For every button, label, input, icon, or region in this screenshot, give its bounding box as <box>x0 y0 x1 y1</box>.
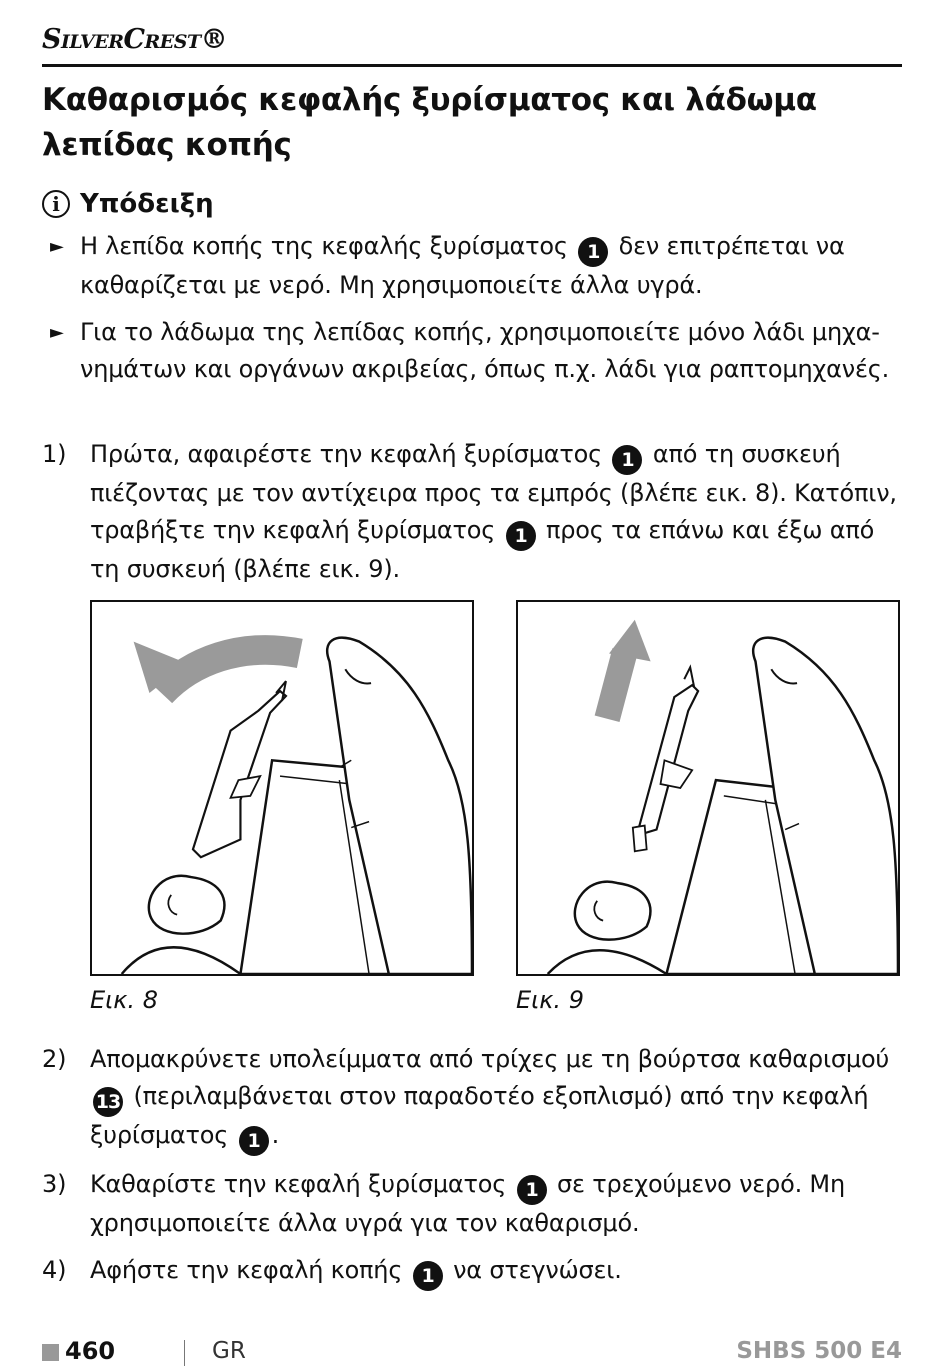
step-number: 3) <box>42 1170 67 1198</box>
brand-logo: SilverCrest® <box>42 24 228 55</box>
note-bullets <box>42 228 902 388</box>
info-icon: i <box>42 190 70 218</box>
step-number: 2) <box>42 1045 67 1073</box>
step-item: 1) Πρώτα, αφαιρέστε την κεφαλή ξυρίσματος 1 από τη συσκευή πιέζοντας με τον αντίχειρα προς τα εμπρός (βλέπε εικ. 8). Κατόπιν, τραβήξτε την κεφαλή ξυρίσματος 1 προς τα επάνω και έξω από τη συσκευή (βλέπε εικ. 9). <box>42 436 902 588</box>
figure-9-caption: Εικ. 9 <box>516 986 584 1014</box>
page-number: 460 <box>65 1337 116 1365</box>
part-ref-badge: 13 <box>93 1087 123 1117</box>
part-ref-badge: 1 <box>578 237 608 267</box>
figure-8 <box>90 600 474 976</box>
figure-8-caption: Εικ. 8 <box>90 986 158 1014</box>
bullet-arrow-icon: ► <box>50 236 64 257</box>
steps-list <box>42 436 902 588</box>
step-number: 4) <box>42 1256 67 1284</box>
note-heading-row <box>42 186 902 222</box>
section-title: Καθαρισμός κεφαλής ξυρίσματος και λάδωμα λεπίδας κοπής <box>42 82 817 163</box>
part-ref-badge: 1 <box>239 1126 269 1156</box>
step-number: 1) <box>42 440 67 468</box>
part-ref-badge: 1 <box>612 445 642 475</box>
steps-list-continued <box>42 1041 902 1301</box>
step-item: 3) Καθαρίστε την κεφαλή ξυρίσματος 1 σε τρεχούμενο νερό. Μη χρησιμοποιείτε άλλα υγρά για τον καθαρισμό. <box>42 1166 902 1242</box>
part-ref-badge: 1 <box>517 1175 547 1205</box>
part-ref-badge: 1 <box>413 1261 443 1291</box>
figure-9-illustration <box>518 602 898 974</box>
step-item: 2) Απομακρύνετε υπολείμματα από τρίχες με τη βούρτσα καθαρισμού 13 (περιλαμβάνεται στον παραδοτέο εξοπλισμό) από την κεφαλή ξυρίσματος 1 . <box>42 1041 902 1156</box>
note-bullet: ► Για το λάδωμα της λεπίδας κοπής, χρησιμοποιείτε μόνο λάδι μηχα-νημάτων και οργάνων ακριβείας, όπως π.χ. λάδι για ραπτομηχανές. <box>42 314 902 388</box>
language-code: GR <box>212 1338 246 1364</box>
step-item: 4) Αφήστε την κεφαλή κοπής 1 να στεγνώσει. <box>42 1252 902 1291</box>
model-number: SHBS 500 E4 <box>736 1338 902 1364</box>
footer-square-icon <box>42 1344 59 1361</box>
page-footer <box>42 1336 902 1370</box>
part-ref-badge: 1 <box>506 521 536 551</box>
figure-8-illustration <box>92 602 472 974</box>
note-heading: Υπόδειξη <box>80 189 214 219</box>
note-box <box>42 186 902 398</box>
footer-divider <box>184 1340 185 1366</box>
header-rule <box>42 64 902 67</box>
note-bullet: ► Η λεπίδα κοπής της κεφαλής ξυρίσματος 1 δεν επιτρέπεται να καθαρίζεται με νερό. Μη χρησιμοποιείτε άλλα υγρά. <box>42 228 902 304</box>
bullet-arrow-icon: ► <box>50 322 64 343</box>
figure-9 <box>516 600 900 976</box>
